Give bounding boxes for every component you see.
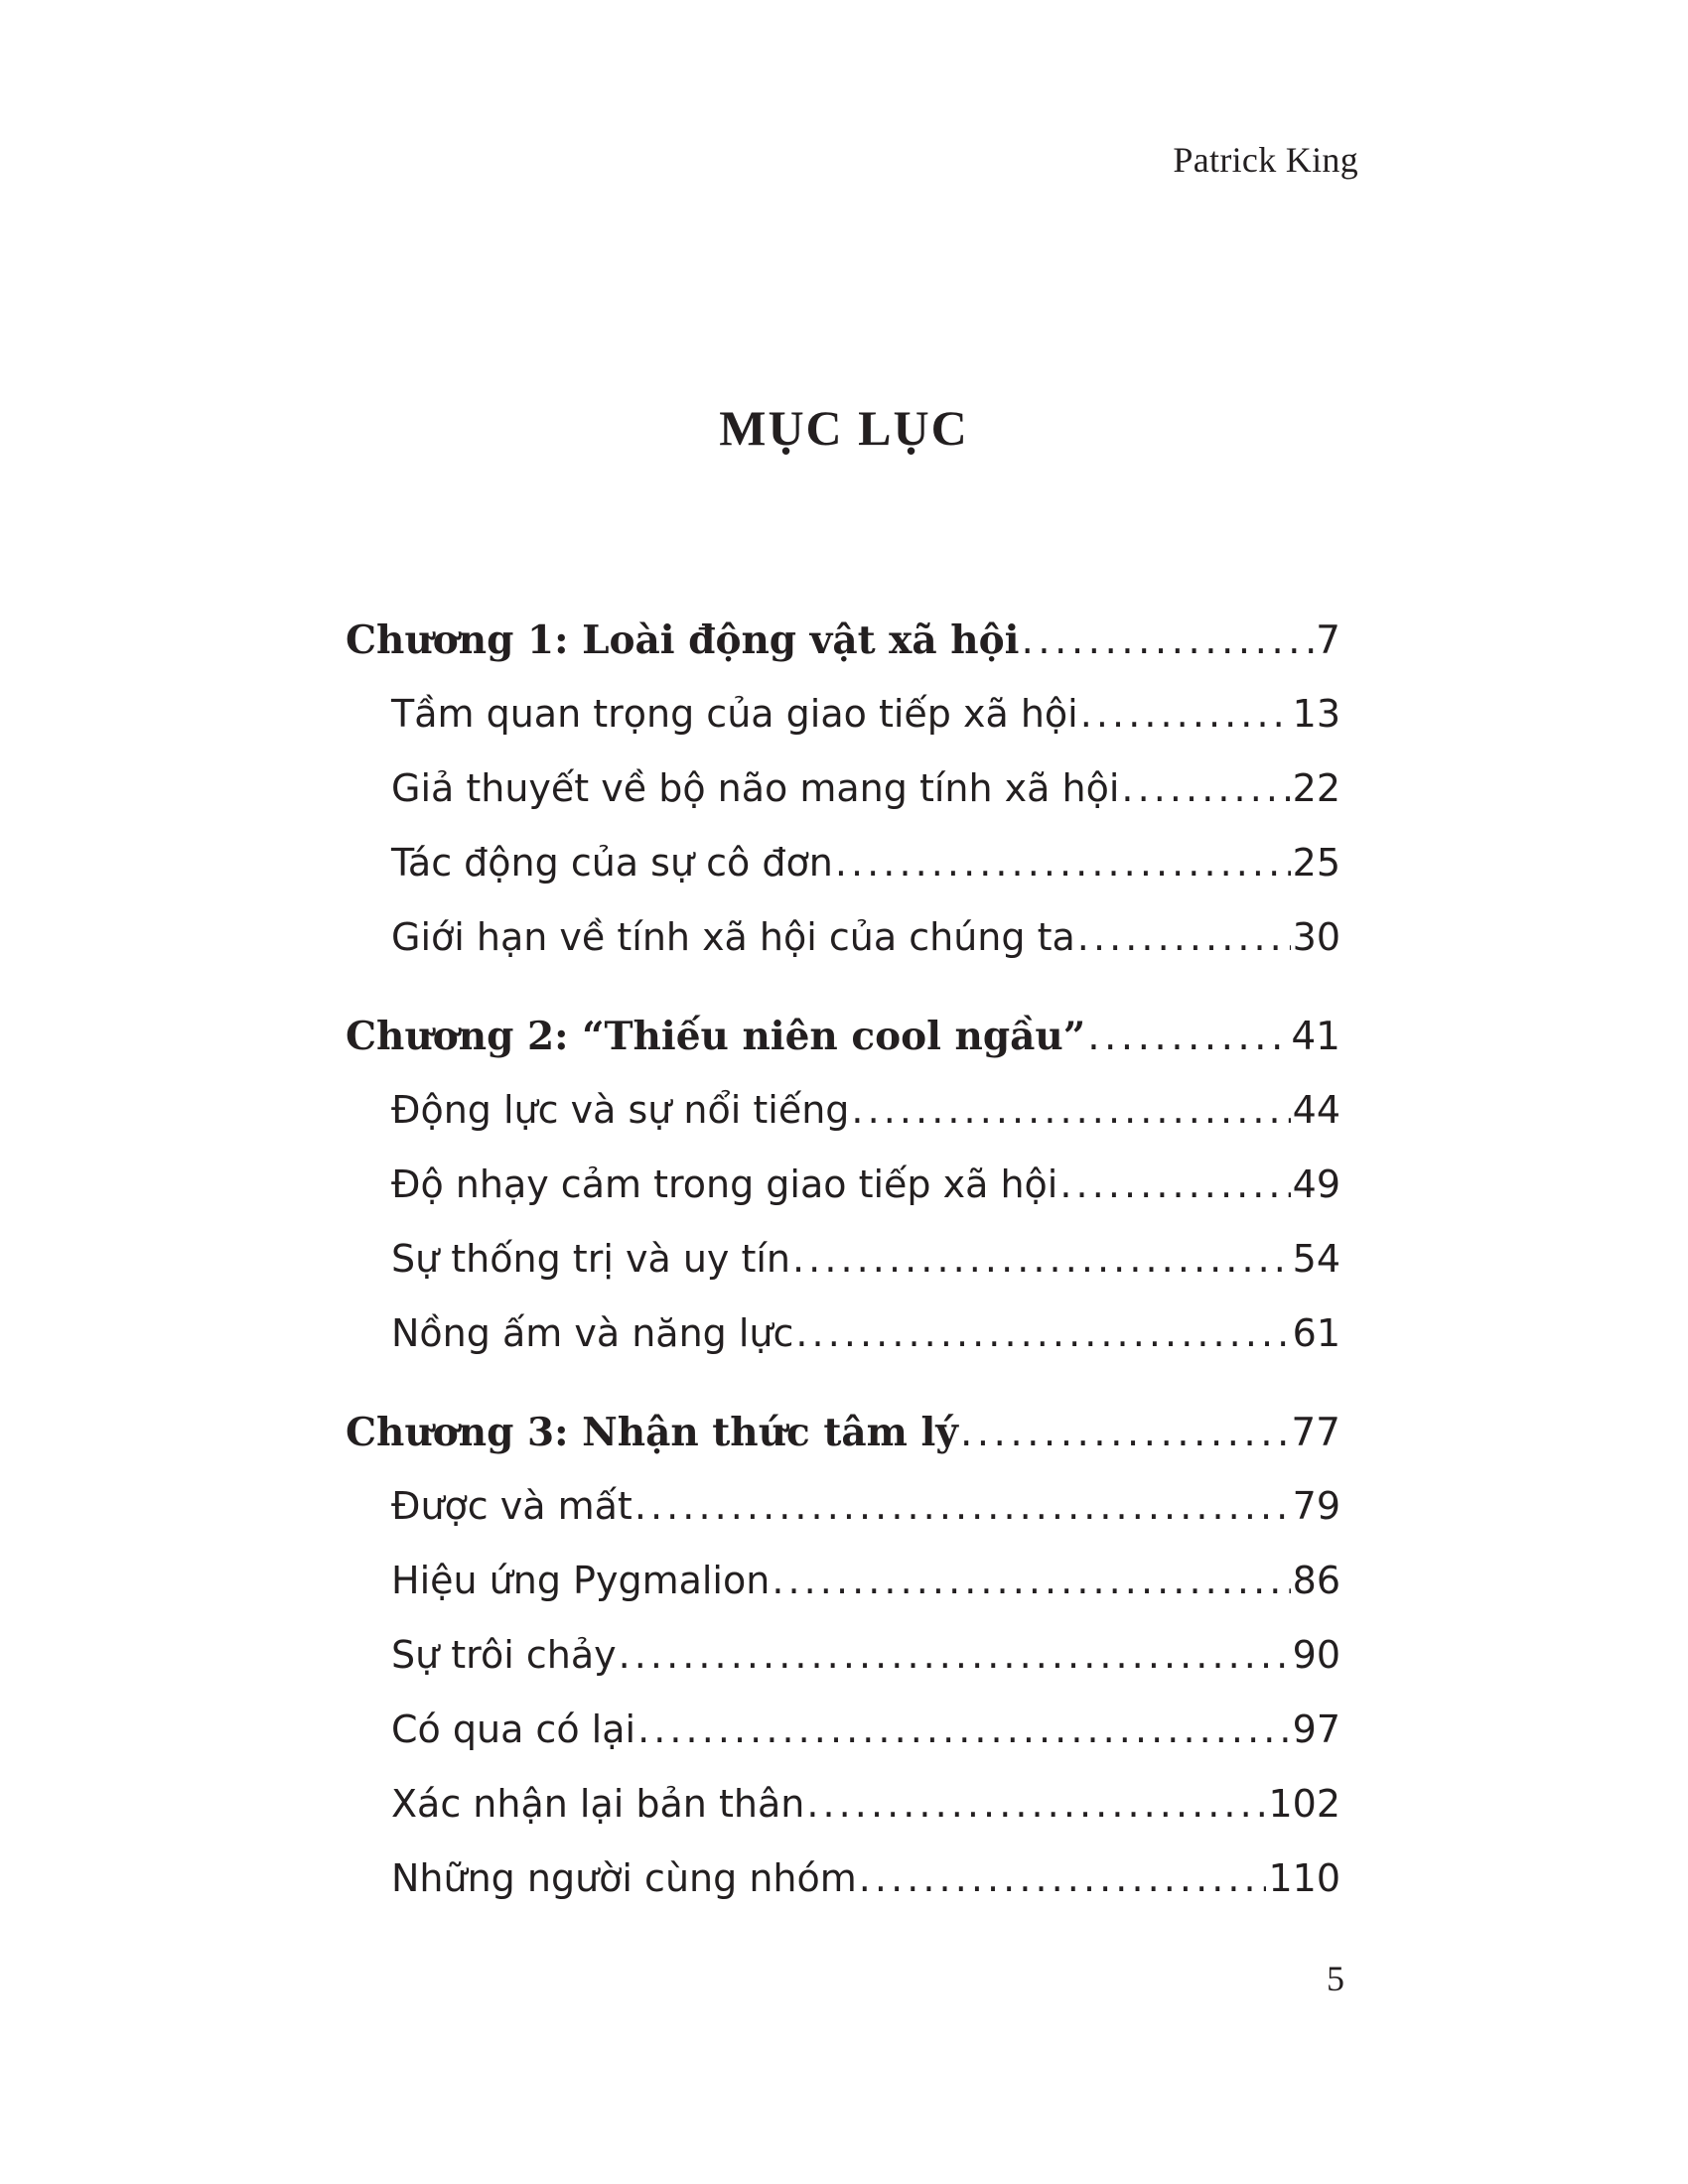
dot-leader xyxy=(1121,766,1290,810)
section-title: Sự trôi chảy xyxy=(391,1633,617,1677)
dot-leader xyxy=(792,1237,1291,1281)
page-number: 7 xyxy=(1316,618,1340,663)
section-title: Được và mất xyxy=(391,1484,633,1528)
toc-section-entry[interactable] xyxy=(346,1237,1340,1311)
folio-page-number: 5 xyxy=(1327,1959,1344,1998)
toc-section-entry[interactable] xyxy=(346,1633,1340,1707)
chapter-title: Chương 2: “Thiếu niên cool ngầu” xyxy=(346,1014,1086,1059)
page-number: 25 xyxy=(1292,841,1340,885)
section-title: Những người cùng nhóm xyxy=(391,1856,857,1900)
dot-leader xyxy=(960,1411,1289,1455)
toc-section-entry[interactable] xyxy=(346,1782,1340,1856)
toc-section-entry[interactable] xyxy=(346,841,1340,915)
toc-section-entry[interactable] xyxy=(346,692,1340,766)
running-head-author: Patrick King xyxy=(1173,140,1358,180)
toc-chapter-1 xyxy=(346,617,1340,990)
toc-chapter-heading[interactable] xyxy=(346,1014,1340,1088)
page-number: 79 xyxy=(1292,1484,1340,1528)
chapter-title: Chương 1: Loài động vật xã hội xyxy=(346,617,1020,663)
toc-section-entry[interactable] xyxy=(346,915,1340,990)
page-number: 86 xyxy=(1292,1559,1340,1602)
page-number: 49 xyxy=(1292,1162,1340,1206)
dot-leader xyxy=(1059,1162,1290,1206)
toc-section-entry[interactable] xyxy=(346,1484,1340,1559)
toc-chapter-heading[interactable] xyxy=(346,1410,1340,1484)
chapter-title: Chương 3: Nhận thức tâm lý xyxy=(346,1410,958,1455)
page-number: 22 xyxy=(1292,766,1340,810)
dot-leader xyxy=(806,1782,1266,1826)
dot-leader xyxy=(619,1633,1291,1677)
section-title: Độ nhạy cảm trong giao tiếp xã hội xyxy=(391,1162,1058,1206)
dot-leader xyxy=(859,1856,1267,1900)
dot-leader xyxy=(1021,618,1314,663)
section-title: Xác nhận lại bản thân xyxy=(391,1782,805,1826)
toc-chapter-2 xyxy=(346,1014,1340,1386)
page-number: 90 xyxy=(1292,1633,1340,1677)
page-number: 54 xyxy=(1292,1237,1340,1281)
page-number: 41 xyxy=(1291,1015,1340,1059)
page-number: 97 xyxy=(1292,1707,1340,1751)
toc-chapter-heading[interactable] xyxy=(346,617,1340,692)
page-number: 30 xyxy=(1292,915,1340,959)
toc-section-entry[interactable] xyxy=(346,1856,1340,1931)
dot-leader xyxy=(835,841,1291,885)
toc-section-entry[interactable] xyxy=(346,1559,1340,1633)
toc-section-entry[interactable] xyxy=(346,1707,1340,1782)
dot-leader xyxy=(772,1559,1290,1602)
dot-leader xyxy=(851,1088,1290,1132)
dot-leader xyxy=(1080,692,1291,736)
section-title: Tác động của sự cô đơn xyxy=(391,841,833,885)
section-title: Nồng ấm và năng lực xyxy=(391,1311,794,1355)
dot-leader xyxy=(634,1484,1291,1528)
page-number: 77 xyxy=(1291,1411,1340,1455)
table-of-contents xyxy=(346,617,1340,1955)
section-title: Tầm quan trọng của giao tiếp xã hội xyxy=(391,692,1078,736)
page-number: 102 xyxy=(1268,1782,1340,1826)
toc-section-entry[interactable] xyxy=(346,766,1340,841)
page-number: 13 xyxy=(1292,692,1340,736)
toc-chapter-3 xyxy=(346,1410,1340,1931)
section-title: Giả thuyết về bộ não mang tính xã hội xyxy=(391,766,1120,810)
page-number: 61 xyxy=(1292,1311,1340,1355)
dot-leader xyxy=(1087,1015,1289,1059)
page-title: MỤC LỤC xyxy=(719,400,969,456)
page-number: 44 xyxy=(1292,1088,1340,1132)
dot-leader xyxy=(1077,915,1291,959)
dot-leader xyxy=(795,1311,1290,1355)
section-title: Giới hạn về tính xã hội của chúng ta xyxy=(391,915,1075,959)
section-title: Hiệu ứng Pygmalion xyxy=(391,1559,771,1602)
section-title: Có qua có lại xyxy=(391,1707,636,1751)
dot-leader xyxy=(637,1707,1291,1751)
toc-section-entry[interactable] xyxy=(346,1162,1340,1237)
page-number: 110 xyxy=(1268,1856,1340,1900)
section-title: Động lực và sự nổi tiếng xyxy=(391,1088,850,1132)
toc-section-entry[interactable] xyxy=(346,1088,1340,1162)
section-title: Sự thống trị và uy tín xyxy=(391,1237,791,1281)
toc-section-entry[interactable] xyxy=(346,1311,1340,1386)
